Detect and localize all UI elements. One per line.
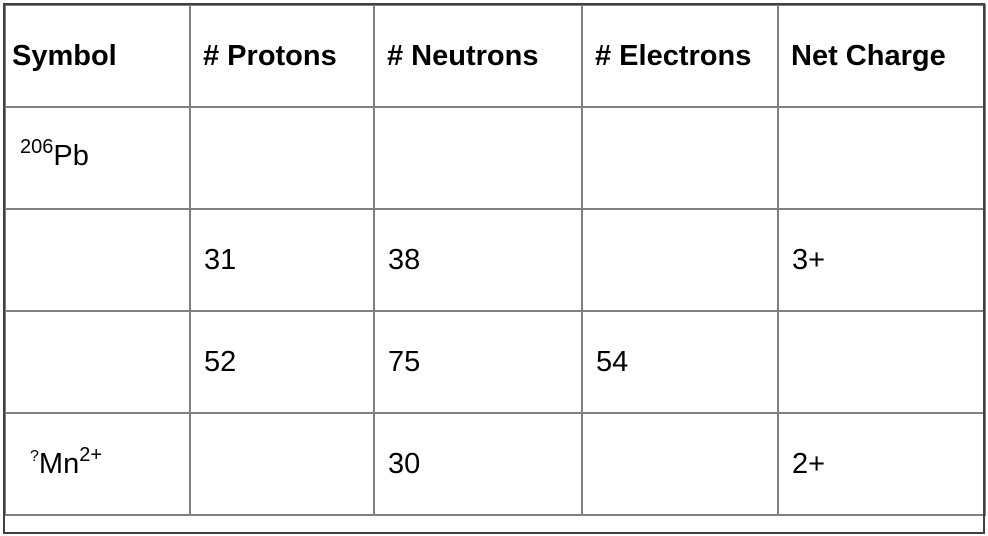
cell-symbol bbox=[5, 107, 190, 209]
header-protons: # Protons bbox=[190, 5, 374, 107]
cell-protons: 52 bbox=[190, 311, 374, 413]
isotope-symbol bbox=[12, 443, 103, 481]
header-net-charge: Net Charge bbox=[778, 5, 985, 107]
cell-symbol bbox=[5, 209, 190, 311]
table-row bbox=[5, 413, 985, 515]
isotope-symbol bbox=[12, 136, 89, 173]
cell-electrons: 54 bbox=[582, 311, 778, 413]
table-header-row bbox=[5, 5, 985, 107]
cell-net-charge: 3+ bbox=[778, 209, 985, 311]
cell-net-charge: 2+ bbox=[778, 413, 985, 515]
cell-net-charge bbox=[778, 107, 985, 209]
cell-neutrons: 38 bbox=[374, 209, 582, 311]
header-symbol: Symbol bbox=[5, 5, 190, 107]
isotope-table bbox=[4, 4, 986, 516]
element-symbol: Mn bbox=[38, 447, 80, 480]
header-electrons: # Electrons bbox=[582, 5, 778, 107]
table-row bbox=[5, 311, 985, 413]
ion-charge: 2+ bbox=[79, 443, 103, 466]
cell-protons bbox=[190, 413, 374, 515]
table-row bbox=[5, 107, 985, 209]
table-row bbox=[5, 209, 985, 311]
mass-number: ? bbox=[30, 447, 39, 465]
cell-symbol bbox=[5, 413, 190, 515]
mass-number: 206 bbox=[20, 136, 54, 158]
element-symbol: Pb bbox=[53, 140, 89, 172]
cell-neutrons: 75 bbox=[374, 311, 582, 413]
cell-neutrons: 30 bbox=[374, 413, 582, 515]
cell-electrons bbox=[582, 107, 778, 209]
cell-net-charge bbox=[778, 311, 985, 413]
cell-electrons bbox=[582, 209, 778, 311]
cell-protons bbox=[190, 107, 374, 209]
cell-electrons bbox=[582, 413, 778, 515]
cell-neutrons bbox=[374, 107, 582, 209]
cell-symbol bbox=[5, 311, 190, 413]
header-neutrons: # Neutrons bbox=[374, 5, 582, 107]
cell-protons: 31 bbox=[190, 209, 374, 311]
